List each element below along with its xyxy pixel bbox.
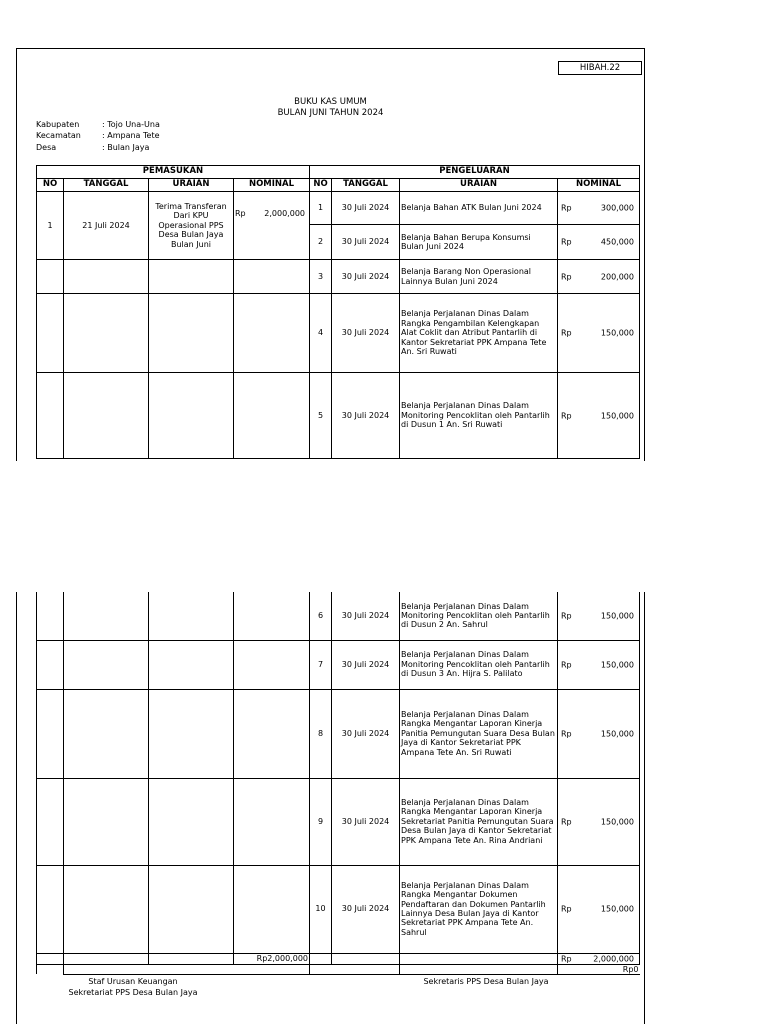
signature-title: Sekretaris PPS Desa Bulan Jaya <box>423 977 549 986</box>
empty-cell <box>149 592 234 640</box>
form-code: HIBAH.22 <box>558 61 642 75</box>
empty-cell <box>64 640 149 689</box>
empty-cell <box>234 373 310 459</box>
expense-description: Belanja Perjalanan Dinas Dalam Rangka Mengantar Laporan Kinerja Sekretariat Panitia Pemungutan Suara Desa Bulan Jaya di Kantor Sekretariat PPK Ampana Tete An. Rina Andriani <box>400 778 558 865</box>
empty-cell <box>37 260 64 294</box>
amount: 150,000 <box>600 816 634 826</box>
expense-date: 30 Juli 2024 <box>332 260 400 294</box>
empty-cell <box>64 953 149 964</box>
expense-nominal <box>558 373 640 459</box>
expense-date: 30 Juli 2024 <box>332 225 400 260</box>
empty-cell <box>234 865 310 953</box>
col-tanggal: TANGGAL <box>64 179 149 192</box>
empty-cell <box>64 865 149 953</box>
empty-cell <box>37 689 64 778</box>
amount: 200,000 <box>600 271 634 281</box>
expense-date: 30 Juli 2024 <box>332 592 400 640</box>
currency: Rp <box>561 816 572 826</box>
expense-nominal <box>558 225 640 260</box>
currency: Rp <box>561 410 572 420</box>
currency: Rp <box>235 209 246 218</box>
empty-cell <box>37 640 64 689</box>
empty-cell <box>64 689 149 778</box>
expense-no: 6 <box>310 592 332 640</box>
table-row <box>37 260 640 294</box>
amount: 150,000 <box>600 904 634 914</box>
empty-cell <box>234 689 310 778</box>
empty-cell <box>149 865 234 953</box>
expense-nominal <box>558 689 640 778</box>
expense-no: 4 <box>310 294 332 373</box>
empty-cell <box>234 640 310 689</box>
totals-row <box>37 953 640 964</box>
expense-description: Belanja Perjalanan Dinas Dalam Rangka Mengantar Dokumen Pendaftaran dan Dokumen Pantarlih Lainnya Desa Bulan Jaya di Kantor Sekretariat PPK Ampana Tete An. Sahrul <box>400 865 558 953</box>
empty-cell <box>310 964 400 974</box>
empty-cell <box>234 778 310 865</box>
currency: Rp <box>561 328 572 338</box>
expense-description: Belanja Bahan Berupa Konsumsi Bulan Juni 2024 <box>400 225 558 260</box>
table-row <box>37 640 640 689</box>
empty-cell <box>37 294 64 373</box>
expense-no: 10 <box>310 865 332 953</box>
signature-unit: Sekretariat PPS Desa Bulan Jaya <box>68 987 198 997</box>
document-title: BUKU KAS UMUM <box>294 97 367 107</box>
col-nominal: NOMINAL <box>558 179 640 192</box>
currency: Rp <box>561 659 572 669</box>
cash-book-table <box>36 165 640 459</box>
info-value: : Ampana Tete <box>102 131 160 141</box>
empty-cell <box>400 953 558 964</box>
empty-cell <box>149 373 234 459</box>
expense-no: 3 <box>310 260 332 294</box>
expense-no: 7 <box>310 640 332 689</box>
signature-left <box>53 977 213 998</box>
expense-description: Belanja Bahan ATK Bulan Juni 2024 <box>400 192 558 225</box>
document-page-2 <box>16 592 645 1024</box>
expense-description: Belanja Perjalanan Dinas Dalam Monitoring Pencoklitan oleh Pantarlih di Dusun 3 An. Hijra S. Palilato <box>400 640 558 689</box>
col-nominal: NOMINAL <box>234 179 310 192</box>
empty-cell <box>64 778 149 865</box>
currency: Rp <box>561 203 572 213</box>
income-no: 1 <box>37 192 64 260</box>
col-tanggal: TANGGAL <box>332 179 400 192</box>
expense-date: 30 Juli 2024 <box>332 373 400 459</box>
document-subtitle: BULAN JUNI TAHUN 2024 <box>277 108 384 118</box>
col-uraian: URAIAN <box>149 179 234 192</box>
expense-date: 30 Juli 2024 <box>332 689 400 778</box>
empty-cell <box>64 592 149 640</box>
empty-cell <box>37 592 64 640</box>
empty-cell <box>149 778 234 865</box>
empty-cell <box>310 953 332 964</box>
expense-nominal <box>558 294 640 373</box>
empty-cell <box>149 260 234 294</box>
table-row <box>37 192 640 225</box>
currency: Rp <box>561 237 572 247</box>
table-row <box>37 778 640 865</box>
income-nominal <box>234 192 310 260</box>
amount: 150,000 <box>600 728 634 738</box>
table-row <box>37 865 640 953</box>
expense-no: 1 <box>310 192 332 225</box>
col-no: NO <box>310 179 332 192</box>
expense-nominal <box>558 592 640 640</box>
amount: 150,000 <box>600 611 634 621</box>
empty-cell <box>332 953 400 964</box>
amount: 150,000 <box>600 659 634 669</box>
empty-cell <box>37 953 64 964</box>
empty-cell <box>64 373 149 459</box>
empty-cell <box>64 964 310 974</box>
empty-cell <box>37 373 64 459</box>
balance: Rp0 <box>558 964 640 974</box>
table-row <box>37 689 640 778</box>
empty-cell <box>149 294 234 373</box>
total-expense <box>558 953 640 964</box>
expense-no: 8 <box>310 689 332 778</box>
empty-cell <box>149 953 234 964</box>
empty-cell <box>149 689 234 778</box>
empty-cell <box>234 294 310 373</box>
currency: Rp <box>561 953 572 963</box>
expense-no: 9 <box>310 778 332 865</box>
expense-no: 5 <box>310 373 332 459</box>
amount: 2,000,000 <box>264 209 305 218</box>
expense-description: Belanja Perjalanan Dinas Dalam Rangka Pengambilan Kelengkapan Alat Coklit dan Atribut Pantarlih di Kantor Sekretariat PPK Ampana Tete An. Sri Ruwati <box>400 294 558 373</box>
total-income: Rp2,000,000 <box>234 953 310 964</box>
expense-description: Belanja Barang Non Operasional Lainnya Bulan Juni 2024 <box>400 260 558 294</box>
expense-date: 30 Juli 2024 <box>332 294 400 373</box>
empty-cell <box>149 640 234 689</box>
amount: 300,000 <box>600 203 634 213</box>
empty-cell <box>234 260 310 294</box>
expense-nominal <box>558 865 640 953</box>
header-pemasukan: PEMASUKAN <box>37 166 310 179</box>
income-date: 21 Juli 2024 <box>64 192 149 260</box>
empty-cell <box>37 865 64 953</box>
empty-cell <box>37 778 64 865</box>
location-info <box>36 119 160 153</box>
currency: Rp <box>561 611 572 621</box>
info-label: Kabupaten <box>36 120 80 129</box>
header-pengeluaran: PENGELUARAN <box>310 166 640 179</box>
info-label: Desa <box>36 142 57 152</box>
empty-cell <box>64 260 149 294</box>
amount: 2,000,000 <box>593 953 634 963</box>
balance-row <box>37 964 640 974</box>
signature-right <box>401 977 571 988</box>
amount: 150,000 <box>600 410 634 420</box>
cash-book-table-continued <box>36 592 640 975</box>
expense-description: Belanja Perjalanan Dinas Dalam Monitoring Pencoklitan oleh Pantarlih di Dusun 1 An. Sri Ruwati <box>400 373 558 459</box>
currency: Rp <box>561 728 572 738</box>
table-row <box>37 592 640 640</box>
col-no: NO <box>37 179 64 192</box>
expense-description: Belanja Perjalanan Dinas Dalam Monitoring Pencoklitan oleh Pantarlih di Dusun 2 An. Sahrul <box>400 592 558 640</box>
info-desa <box>36 142 160 153</box>
info-kabupaten <box>36 119 160 130</box>
expense-nominal <box>558 192 640 225</box>
table-row <box>37 294 640 373</box>
expense-date: 30 Juli 2024 <box>332 865 400 953</box>
info-label: Kecamatan <box>36 131 81 141</box>
expense-date: 30 Juli 2024 <box>332 640 400 689</box>
document-page-1 <box>16 48 645 461</box>
info-value: : Tojo Una-Una <box>102 120 160 129</box>
empty-cell <box>400 964 558 974</box>
empty-cell <box>64 294 149 373</box>
expense-nominal <box>558 778 640 865</box>
expense-description: Belanja Perjalanan Dinas Dalam Rangka Mengantar Laporan Kinerja Panitia Pemungutan Suara Desa Bulan Jaya di Kantor Sekretariat PPK Ampana Tete An. Sri Ruwati <box>400 689 558 778</box>
info-value: : Bulan Jaya <box>102 142 150 152</box>
expense-date: 30 Juli 2024 <box>332 778 400 865</box>
amount: 150,000 <box>600 328 634 338</box>
currency: Rp <box>561 904 572 914</box>
col-uraian: URAIAN <box>400 179 558 192</box>
empty-cell <box>37 964 64 974</box>
amount: 450,000 <box>600 237 634 247</box>
signature-title: Staf Urusan Keuangan <box>88 977 178 986</box>
expense-date: 30 Juli 2024 <box>332 192 400 225</box>
currency: Rp <box>561 271 572 281</box>
income-description: Terima Transferan Dari KPU Operasional PPS Desa Bulan Jaya Bulan Juni <box>149 192 234 260</box>
expense-nominal <box>558 260 640 294</box>
table-row <box>37 373 640 459</box>
info-kecamatan <box>36 130 160 141</box>
expense-nominal <box>558 640 640 689</box>
expense-no: 2 <box>310 225 332 260</box>
empty-cell <box>234 592 310 640</box>
